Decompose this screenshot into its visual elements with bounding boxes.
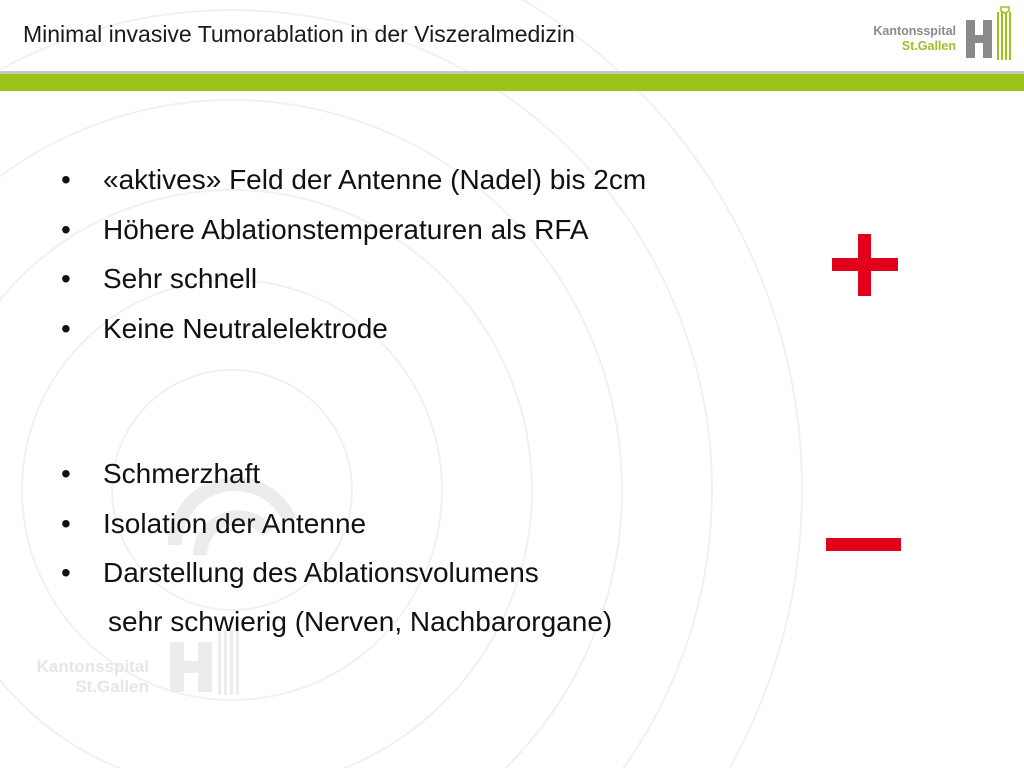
logo-line2: St.Gallen — [901, 39, 956, 53]
list-item-continuation: sehr schwierig (Nerven, Nachbarorgane) — [108, 606, 613, 637]
header — [0, 0, 1024, 70]
logo-text — [868, 24, 956, 54]
hospital-logo-icon — [962, 6, 1020, 62]
list-item: • Keine Neutralelektrode — [58, 304, 646, 354]
logo-line1: Kantonsspital — [873, 24, 956, 38]
pros-list — [58, 155, 646, 353]
watermark-line1: Kantonsspital — [36, 657, 149, 676]
page-title: Minimal invasive Tumorablation in der Viszeralmedizin — [23, 21, 575, 47]
plus-sign-icon — [832, 234, 898, 296]
list-item: • Schmerzhaft — [58, 449, 539, 499]
list-item: • «aktives» Feld der Antenne (Nadel) bis 2cm — [58, 155, 646, 205]
accent-bar — [0, 74, 1024, 91]
minus-sign-icon — [826, 538, 901, 551]
list-item: • Höhere Ablationstemperaturen als RFA — [58, 205, 646, 255]
list-item: • Sehr schnell — [58, 254, 646, 304]
list-item: • Isolation der Antenne — [58, 499, 539, 549]
watermark-line2: St.Gallen — [75, 677, 149, 696]
list-item: • Darstellung des Ablationsvolumens — [58, 548, 539, 598]
cons-list — [58, 449, 539, 598]
